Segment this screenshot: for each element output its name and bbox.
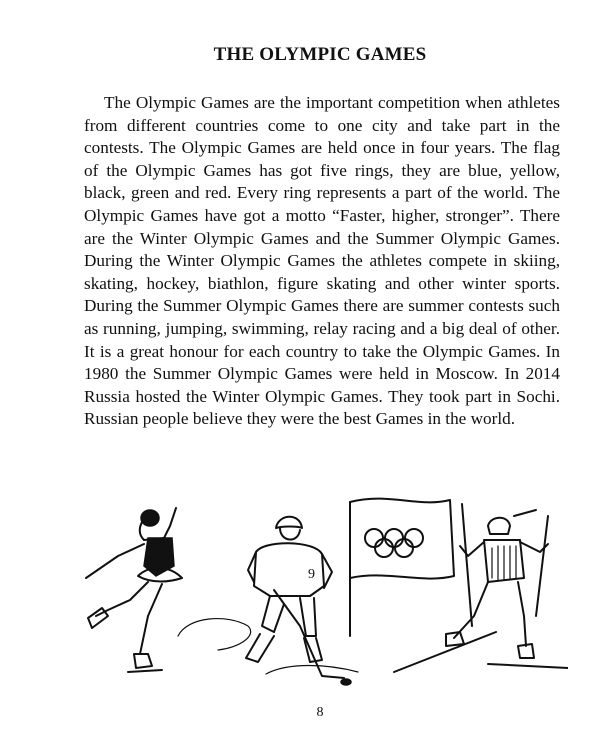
body-paragraph: The Olympic Games are the important competition when athletes from different countries come to one city and take part in the contests. The Olympic Games are held once in four years. The flag of the Olympic Games has got five rings, they are blue, yellow, black, green and red. Every ring represents a part of the world. The Olympic Games have got a motto “Faster, higher, stronger”. There are the Winter Olympic Games and the Summer Olympic Games. During the Winter Olympic Games the athletes compete in skiing, skating, hockey, biathlon, figure skating and other winter sports. During the Summer Olympic Games there are summer contests such as running, jumping, swimming, relay racing and a big deal of other. It is a great honour for each country to take the Olympic Games. In 1980 the Summer Olympic Games were held in Moscow. In 2014 Russia hosted the Winter Olympic Games. They took part in Sochi. Russian people believe they were the best Games in the world. (84, 93, 560, 429)
svg-text:9: 9 (308, 567, 315, 582)
olympic-flag-drawing (350, 499, 454, 636)
page-title: THE OLYMPIC GAMES (213, 44, 427, 65)
hockey-player-drawing (246, 517, 358, 685)
page-number: 8 (316, 705, 324, 720)
biathlete-drawing (394, 504, 568, 672)
winter-sports-illustration (78, 486, 568, 686)
figure-skater-drawing (86, 508, 251, 672)
